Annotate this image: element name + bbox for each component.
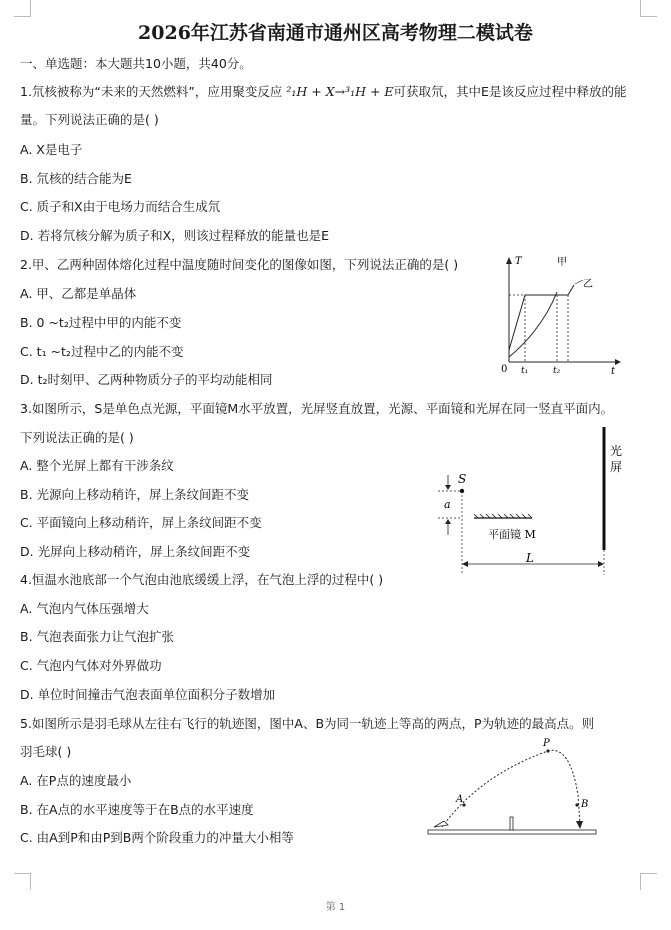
- q4-option-d: D. 单位时间撞击气泡表面单位面积分子数增加: [20, 687, 276, 702]
- q1-option-b: B. 氘核的结合能为E: [20, 171, 132, 186]
- q2-temperature-graph: [495, 252, 625, 377]
- q2-stem: 2.甲、乙两种固体熔化过程中温度随时间变化的图像如图，下列说法正确的是( ): [20, 257, 459, 272]
- y-axis-arrow: [506, 257, 512, 264]
- arrow-a-bottom-head: [445, 519, 451, 524]
- crop-mark: [14, 0, 31, 17]
- q4-stem: 4.恒温水池底部一个气泡由池底缓缓上浮，在气泡上浮的过程中( ): [20, 572, 384, 587]
- section-heading: 一、单选题：本大题共10小题，共40分。: [20, 56, 252, 71]
- crop-mark: [640, 873, 657, 890]
- axis-x-label: t: [611, 366, 616, 377]
- t2-label: t₂: [553, 366, 561, 376]
- q3-option-b: B. 光源向上移动稍许，屏上条纹间距不变: [20, 487, 250, 502]
- q2-option-b: B. 0 ~t₂过程中甲的内能不变: [20, 315, 182, 330]
- t1-label: t₁: [521, 366, 529, 376]
- distance-L-left-head: [462, 561, 468, 567]
- q3-option-a: A. 整个光屏上都有干涉条纹: [20, 458, 174, 473]
- q5-option-a: A. 在P点的速度最小: [20, 773, 132, 788]
- q3-interference-diagram: [428, 425, 633, 580]
- distance-L-label: L: [526, 551, 534, 565]
- trajectory-arrow: [576, 821, 583, 829]
- q2-option-c: C. t₁ ~t₂过程中乙的内能不变: [20, 344, 184, 359]
- screen-label-1: 光: [610, 444, 623, 458]
- q1-stem-line2: 量。下列说法正确的是( ): [20, 112, 159, 127]
- label-A: A: [456, 794, 464, 805]
- q4-option-b: B. 气泡表面张力让气泡扩张: [20, 629, 175, 644]
- mirror-label: 平面镜 M: [488, 528, 536, 541]
- q5-option-b: B. 在A点的水平速度等于在B点的水平速度: [20, 802, 254, 817]
- q1-stem-line1: 1.氘核被称为“未来的天然燃料”，应用聚变反应 ²₁H + X→³₁H + E可获取氘，其中E是该反应过程中释放的能: [20, 84, 627, 99]
- page-title: 2026年江苏省南通市通州区高考物理二模试卷: [138, 22, 533, 44]
- q5-stem-line2: 羽毛球( ): [20, 744, 72, 759]
- arrow-a-top-head: [445, 485, 451, 490]
- point-P: [546, 749, 549, 752]
- q1-option-c: C. 质子和X由于电场力而结合生成氘: [20, 199, 221, 214]
- point-B: [575, 803, 578, 806]
- q4-option-a: A. 气泡内气体压强增大: [20, 601, 149, 616]
- q1-option-a: A. X是电子: [20, 142, 83, 157]
- q1-option-d: D. 若将氘核分解为质子和X，则该过程释放的能量也是E: [20, 228, 330, 243]
- q3-option-c: C. 平面镜向上移动稍许，屏上条纹间距不变: [20, 515, 262, 530]
- q3-stem-line2: 下列说法正确的是( ): [20, 430, 134, 445]
- q3-option-d: D. 光屏向上移动稍许，屏上条纹间距不变: [20, 544, 251, 559]
- q4-option-c: C. 气泡内气体对外界做功: [20, 658, 162, 673]
- q3-stem-line1: 3.如图所示，S是单色点光源，平面镜M水平放置，光屏竖直放置，光源、平面镜和光屏在同一竖直平面内。: [20, 401, 614, 416]
- trajectory-path: [442, 750, 580, 827]
- yi-label: 乙: [583, 279, 593, 290]
- page-number: 第 1: [325, 902, 346, 913]
- crop-mark: [14, 873, 31, 890]
- label-B: B: [581, 799, 589, 810]
- q2-option-d: D. t₂时刻甲、乙两种物质分子的平均动能相同: [20, 372, 273, 387]
- crop-mark: [640, 0, 657, 17]
- shuttlecock-icon: [434, 821, 448, 827]
- q2-option-a: A. 甲、乙都是单晶体: [20, 286, 137, 301]
- q5-stem-line1: 5.如图所示是羽毛球从左往右飞行的轨迹图，图中A、B为同一轨迹上等高的两点，P为轨迹的最高点。则: [20, 716, 595, 731]
- distance-L-right-head: [598, 561, 604, 567]
- distance-a-label: a: [444, 498, 451, 511]
- q5-option-c: C. 由A到P和由P到B两个阶段重力的冲量大小相等: [20, 830, 294, 845]
- yi-pointer: [575, 280, 583, 284]
- screen-label-2: 屏: [610, 460, 623, 474]
- net-post: [510, 817, 513, 830]
- x-axis-arrow: [615, 359, 621, 365]
- axis-y-label: T: [515, 256, 522, 267]
- q5-trajectory-diagram: [420, 735, 605, 840]
- q1-formula: ²₁H + X→³₁H + E: [286, 84, 394, 99]
- source-label: S: [458, 472, 467, 486]
- origin-label: 0: [501, 364, 508, 375]
- ground: [428, 830, 596, 834]
- label-P: P: [543, 738, 550, 749]
- jia-label: 甲: [557, 257, 567, 268]
